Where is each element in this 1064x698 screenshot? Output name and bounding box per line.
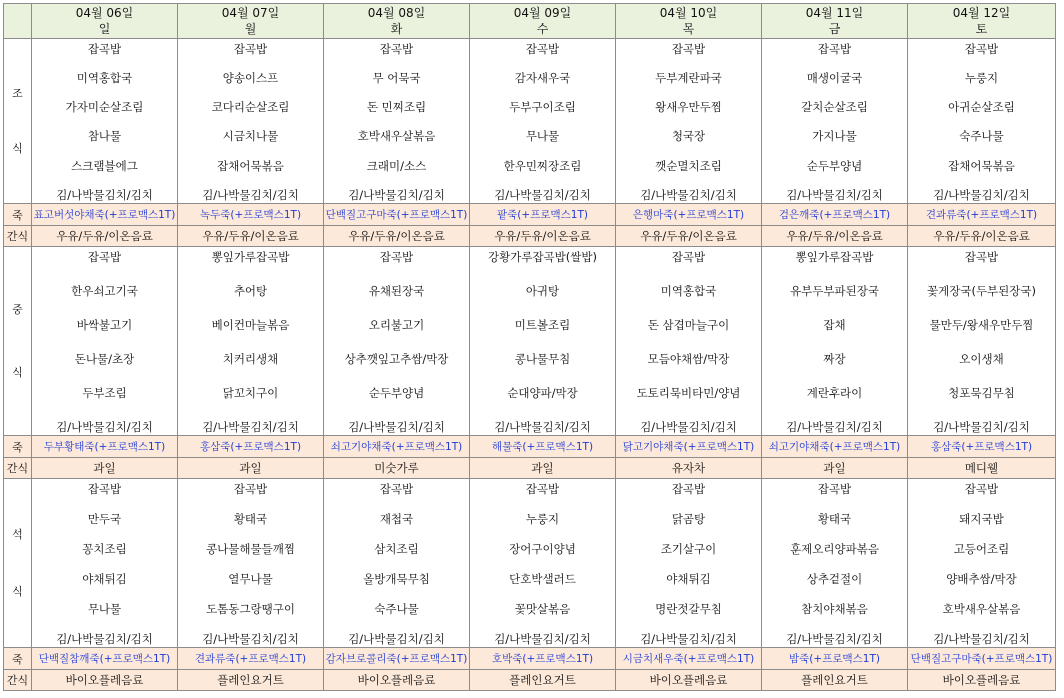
menu-item: 숙주나물 <box>959 129 1004 144</box>
menu-item: 잡곡밥 <box>379 41 414 56</box>
menu-item: 아귀순살조림 <box>948 100 1015 115</box>
lunch-label-char: 식 <box>12 366 23 380</box>
dinner-day-cell <box>762 479 908 648</box>
day-of-week: 일 <box>98 22 111 36</box>
menu-item: 호박새우살볶음 <box>942 601 1021 616</box>
menu-item: 야채튀김 <box>666 571 711 586</box>
menu-item: 가지나물 <box>812 129 857 144</box>
menu-item: 미트볼조림 <box>514 317 571 332</box>
breakfast-juk-cell: 검은깨죽(+프로맥스1T) <box>762 204 908 226</box>
day-date: 04월 12일 <box>952 6 1011 20</box>
menu-item: 매생이굴국 <box>806 70 863 85</box>
breakfast-juk-cell: 녹두죽(+프로맥스1T) <box>178 204 324 226</box>
menu-item: 꽃맛살볶음 <box>514 601 571 616</box>
menu-item: 잡곡밥 <box>671 249 706 264</box>
menu-item: 한우민찌장조림 <box>503 158 582 173</box>
menu-item: 잡곡밥 <box>817 481 852 496</box>
lunch-day-cell <box>908 247 1056 436</box>
menu-item: 김/나박물김치/김치 <box>202 419 299 434</box>
menu-item: 김/나박물김치/김치 <box>933 419 1030 434</box>
menu-item: 돈나물/초장 <box>74 351 135 366</box>
menu-item: 잡곡밥 <box>87 41 122 56</box>
menu-item: 잡곡밥 <box>379 249 414 264</box>
breakfast-juk-cell: 단백질고구마죽(+프로맥스1T) <box>324 204 470 226</box>
menu-item: 베이컨마늘볶음 <box>211 317 290 332</box>
afternoon-snack-cell: 과일 <box>178 458 324 479</box>
day-header <box>470 4 616 39</box>
lunch-juk-label: 죽 <box>4 436 32 458</box>
dinner-juk-row <box>4 648 1056 670</box>
afternoon-snack-cell: 과일 <box>32 458 178 479</box>
dinner-label <box>4 479 32 648</box>
menu-item: 참나물 <box>87 129 122 144</box>
dinner-juk-cell: 감자브로콜리죽(+프로맥스1T) <box>324 648 470 670</box>
menu-item: 콩나물무침 <box>514 351 571 366</box>
morning-snack-cell: 우유/두유/이온음료 <box>178 226 324 247</box>
menu-item: 잡곡밥 <box>233 41 268 56</box>
menu-item: 한우쇠고기국 <box>71 283 138 298</box>
dinner-juk-cell: 호박죽(+프로맥스1T) <box>470 648 616 670</box>
menu-item: 콩나물해물들깨찜 <box>206 541 295 556</box>
menu-item: 김/나박물김치/김치 <box>640 419 737 434</box>
menu-item: 무나물 <box>525 129 560 144</box>
dinner-day-cell <box>324 479 470 648</box>
menu-item: 잡채 <box>823 317 846 332</box>
dinner-day-cell <box>908 479 1056 648</box>
breakfast-label-char: 식 <box>12 142 23 156</box>
morning-snack-cell: 우유/두유/이온음료 <box>762 226 908 247</box>
menu-item: 김/나박물김치/김치 <box>786 187 883 202</box>
afternoon-snack-cell: 메디웰 <box>908 458 1056 479</box>
day-date: 04월 07일 <box>221 6 280 20</box>
menu-item: 훈제오리양파볶음 <box>790 541 879 556</box>
afternoon-snack-row <box>4 458 1056 479</box>
menu-item: 삼치조림 <box>374 541 419 556</box>
menu-item: 무나물 <box>87 601 122 616</box>
menu-item: 유부두부파된장국 <box>790 283 879 298</box>
breakfast-juk-label: 죽 <box>4 204 32 226</box>
dinner-juk-label: 죽 <box>4 648 32 670</box>
morning-snack-cell: 우유/두유/이온음료 <box>616 226 762 247</box>
menu-item: 김/나박물김치/김치 <box>640 187 737 202</box>
menu-item: 김/나박물김치/김치 <box>202 631 299 646</box>
menu-item: 코다리순살조림 <box>211 100 290 115</box>
breakfast-day-cell <box>32 39 178 204</box>
menu-item: 김/나박물김치/김치 <box>348 187 445 202</box>
menu-item: 참치야채볶음 <box>801 601 868 616</box>
menu-item: 김/나박물김치/김치 <box>56 419 153 434</box>
day-date: 04월 09일 <box>513 6 572 20</box>
dinner-juk-cell: 단백질참깨죽(+프로맥스1T) <box>32 648 178 670</box>
menu-item: 올방개묵무침 <box>363 571 430 586</box>
menu-item: 두부구이조림 <box>509 100 576 115</box>
day-of-week: 토 <box>975 22 988 36</box>
menu-item: 아귀탕 <box>525 283 560 298</box>
menu-item: 김/나박물김치/김치 <box>202 187 299 202</box>
dinner-label-char: 석 <box>12 527 23 541</box>
menu-item: 잡곡밥 <box>525 481 560 496</box>
morning-snack-row <box>4 226 1056 247</box>
day-of-week: 월 <box>244 22 257 36</box>
menu-item: 누룽지 <box>964 70 999 85</box>
menu-item: 김/나박물김치/김치 <box>348 631 445 646</box>
menu-item: 김/나박물김치/김치 <box>786 631 883 646</box>
lunch-juk-cell: 홍삼죽(+프로맥스1T) <box>908 436 1056 458</box>
lunch-label-char: 중 <box>12 302 23 316</box>
menu-item: 김/나박물김치/김치 <box>348 419 445 434</box>
lunch-day-cell <box>616 247 762 436</box>
breakfast-day-cell <box>324 39 470 204</box>
menu-item: 유채된장국 <box>368 283 425 298</box>
menu-item: 뽕잎가루잡곡밥 <box>211 249 290 264</box>
morning-snack-cell: 우유/두유/이온음료 <box>908 226 1056 247</box>
menu-item: 미역홍합국 <box>76 70 133 85</box>
menu-item: 상추깻잎고추쌈/막장 <box>344 351 449 366</box>
dinner-juk-cell: 견과류죽(+프로맥스1T) <box>178 648 324 670</box>
header-corner <box>4 4 32 39</box>
menu-item: 김/나박물김치/김치 <box>786 419 883 434</box>
menu-item: 꽃게장국(두부된장국) <box>927 283 1036 298</box>
menu-item: 오리불고기 <box>368 317 425 332</box>
day-of-week: 화 <box>390 22 403 36</box>
menu-item: 잡채어묵볶음 <box>217 158 284 173</box>
menu-item: 계란후라이 <box>806 385 863 400</box>
menu-item: 잡곡밥 <box>964 41 999 56</box>
menu-item: 김/나박물김치/김치 <box>56 631 153 646</box>
menu-item: 두부조림 <box>82 385 127 400</box>
menu-item: 호박새우살볶음 <box>357 129 436 144</box>
lunch-label <box>4 247 32 436</box>
day-of-week: 금 <box>828 22 841 36</box>
menu-item: 야채튀김 <box>82 571 127 586</box>
menu-item: 치커리생채 <box>222 351 279 366</box>
evening-snack-cell: 플레인요거트 <box>762 670 908 691</box>
afternoon-snack-cell: 미숫가루 <box>324 458 470 479</box>
evening-snack-cell: 바이오플레음료 <box>908 670 1056 691</box>
menu-item: 명란젓갈무침 <box>655 601 722 616</box>
menu-item: 잡곡밥 <box>671 41 706 56</box>
menu-item: 재첩국 <box>379 511 414 526</box>
menu-item: 양배추쌈/막장 <box>946 571 1017 586</box>
menu-item: 김/나박물김치/김치 <box>494 631 591 646</box>
lunch-day-cell <box>470 247 616 436</box>
morning-snack-cell: 우유/두유/이온음료 <box>324 226 470 247</box>
menu-item: 두부계란파국 <box>655 70 722 85</box>
afternoon-snack-cell: 유자차 <box>616 458 762 479</box>
afternoon-snack-cell: 과일 <box>762 458 908 479</box>
menu-item: 스크램블에그 <box>71 158 138 173</box>
menu-item: 청국장 <box>671 129 706 144</box>
lunch-juk-cell: 해물죽(+프로맥스1T) <box>470 436 616 458</box>
menu-item: 잡곡밥 <box>964 481 999 496</box>
menu-item: 황태국 <box>233 511 268 526</box>
day-header <box>324 4 470 39</box>
evening-snack-cell: 바이오플레음료 <box>324 670 470 691</box>
menu-item: 잡곡밥 <box>817 41 852 56</box>
menu-item: 잡곡밥 <box>671 481 706 496</box>
breakfast-day-cell <box>762 39 908 204</box>
lunch-day-cell <box>32 247 178 436</box>
menu-item: 꽁치조림 <box>82 541 127 556</box>
day-header <box>178 4 324 39</box>
breakfast-juk-cell: 표고버섯야채죽(+프로맥스1T) <box>32 204 178 226</box>
day-date: 04월 08일 <box>367 6 426 20</box>
breakfast-juk-cell: 견과류죽(+프로맥스1T) <box>908 204 1056 226</box>
day-header <box>616 4 762 39</box>
evening-snack-row <box>4 670 1056 691</box>
menu-item: 잡곡밥 <box>964 249 999 264</box>
menu-item: 상추겉절이 <box>806 571 863 586</box>
menu-item: 무 어묵국 <box>372 70 421 85</box>
menu-item: 숙주나물 <box>374 601 419 616</box>
lunch-juk-cell: 쇠고기야채죽(+프로맥스1T) <box>762 436 908 458</box>
lunch-day-cell <box>324 247 470 436</box>
menu-item: 청포묵김무침 <box>948 385 1015 400</box>
dinner-label-char: 식 <box>12 584 23 598</box>
breakfast-label <box>4 39 32 204</box>
day-header <box>32 4 178 39</box>
menu-item: 고등어조림 <box>953 541 1010 556</box>
menu-item: 잡곡밥 <box>525 41 560 56</box>
menu-item: 추어탕 <box>233 283 268 298</box>
menu-item: 잡채어묵볶음 <box>948 158 1015 173</box>
menu-item: 조기살구이 <box>660 541 717 556</box>
weekly-meal-menu-table <box>3 3 1056 691</box>
lunch-row <box>4 247 1056 436</box>
menu-item: 황태국 <box>817 511 852 526</box>
menu-item: 돈 민찌조림 <box>366 100 427 115</box>
lunch-juk-row <box>4 436 1056 458</box>
menu-item: 오이생채 <box>959 351 1004 366</box>
menu-item: 왕새우만두찜 <box>655 100 722 115</box>
menu-item: 돈 삼겹마늘구이 <box>647 317 730 332</box>
day-header <box>908 4 1056 39</box>
evening-snack-cell: 바이오플레음료 <box>616 670 762 691</box>
dinner-day-cell <box>470 479 616 648</box>
dinner-juk-cell: 밤죽(+프로맥스1T) <box>762 648 908 670</box>
menu-item: 닭꼬치구이 <box>222 385 279 400</box>
day-date: 04월 06일 <box>75 6 134 20</box>
menu-item: 김/나박물김치/김치 <box>494 187 591 202</box>
evening-snack-cell: 플레인요거트 <box>178 670 324 691</box>
menu-item: 잡곡밥 <box>87 481 122 496</box>
breakfast-juk-row <box>4 204 1056 226</box>
breakfast-day-cell <box>908 39 1056 204</box>
morning-snack-cell: 우유/두유/이온음료 <box>470 226 616 247</box>
menu-item: 김/나박물김치/김치 <box>640 631 737 646</box>
day-header <box>762 4 908 39</box>
menu-item: 모듬야채쌈/막장 <box>647 351 730 366</box>
evening-snack-cell: 플레인요거트 <box>470 670 616 691</box>
lunch-juk-cell: 쇠고기야채죽(+프로맥스1T) <box>324 436 470 458</box>
dinner-day-cell <box>178 479 324 648</box>
menu-item: 잡곡밥 <box>379 481 414 496</box>
menu-item: 닭곰탕 <box>671 511 706 526</box>
menu-item: 잡곡밥 <box>233 481 268 496</box>
dinner-juk-cell: 단백질고구마죽(+프로맥스1T) <box>908 648 1056 670</box>
breakfast-juk-cell: 은행마죽(+프로맥스1T) <box>616 204 762 226</box>
menu-item: 잡곡밥 <box>87 249 122 264</box>
day-date: 04월 10일 <box>659 6 718 20</box>
menu-item: 장어구이양념 <box>509 541 576 556</box>
menu-item: 짜장 <box>823 351 846 366</box>
menu-item: 갈치순살조림 <box>801 100 868 115</box>
menu-item: 단호박샐러드 <box>509 571 576 586</box>
breakfast-day-cell <box>178 39 324 204</box>
menu-item: 순두부양념 <box>806 158 863 173</box>
menu-item: 시금치나물 <box>222 129 279 144</box>
morning-snack-cell: 우유/두유/이온음료 <box>32 226 178 247</box>
afternoon-snack-cell: 과일 <box>470 458 616 479</box>
menu-item: 양송이스프 <box>222 70 279 85</box>
breakfast-juk-cell: 팥죽(+프로맥스1T) <box>470 204 616 226</box>
menu-item: 순두부양념 <box>368 385 425 400</box>
breakfast-row <box>4 39 1056 204</box>
afternoon-snack-label: 간식 <box>4 458 32 479</box>
menu-item: 바싹불고기 <box>76 317 133 332</box>
menu-item: 김/나박물김치/김치 <box>494 419 591 434</box>
day-of-week: 목 <box>682 22 695 36</box>
breakfast-day-cell <box>470 39 616 204</box>
dinner-day-cell <box>616 479 762 648</box>
menu-item: 뽕잎가루잡곡밥 <box>795 249 874 264</box>
dinner-row <box>4 479 1056 648</box>
lunch-juk-cell: 홍삼죽(+프로맥스1T) <box>178 436 324 458</box>
lunch-day-cell <box>178 247 324 436</box>
lunch-juk-cell: 두부황태죽(+프로맥스1T) <box>32 436 178 458</box>
menu-item: 순대양파/막장 <box>507 385 578 400</box>
menu-item: 돼지국밥 <box>959 511 1004 526</box>
menu-item: 도토리묵비타민/양념 <box>636 385 741 400</box>
menu-item: 깻순멸치조림 <box>655 158 722 173</box>
menu-item: 도톰동그랑땡구이 <box>206 601 295 616</box>
menu-item: 열무나물 <box>228 571 273 586</box>
lunch-juk-cell: 닭고기야채죽(+프로맥스1T) <box>616 436 762 458</box>
menu-item: 김/나박물김치/김치 <box>56 187 153 202</box>
day-date: 04월 11일 <box>805 6 864 20</box>
evening-snack-cell: 바이오플레음료 <box>32 670 178 691</box>
evening-snack-label: 간식 <box>4 670 32 691</box>
menu-item: 누룽지 <box>525 511 560 526</box>
dinner-juk-cell: 시금치새우죽(+프로맥스1T) <box>616 648 762 670</box>
header-row <box>4 4 1056 39</box>
menu-item: 미역홍합국 <box>660 283 717 298</box>
menu-item: 가자미순살조림 <box>65 100 144 115</box>
dinner-day-cell <box>32 479 178 648</box>
morning-snack-label: 간식 <box>4 226 32 247</box>
breakfast-label-char: 조 <box>12 86 23 100</box>
menu-item: 강황가루잡곡밥(쌀밥) <box>488 249 597 264</box>
day-of-week: 수 <box>536 22 549 36</box>
menu-item: 물만두/왕새우만두찜 <box>929 317 1034 332</box>
lunch-day-cell <box>762 247 908 436</box>
menu-item: 만두국 <box>87 511 122 526</box>
menu-item: 크래미/소스 <box>366 158 427 173</box>
menu-item: 김/나박물김치/김치 <box>933 631 1030 646</box>
breakfast-day-cell <box>616 39 762 204</box>
menu-item: 감자새우국 <box>514 70 571 85</box>
menu-item: 김/나박물김치/김치 <box>933 187 1030 202</box>
